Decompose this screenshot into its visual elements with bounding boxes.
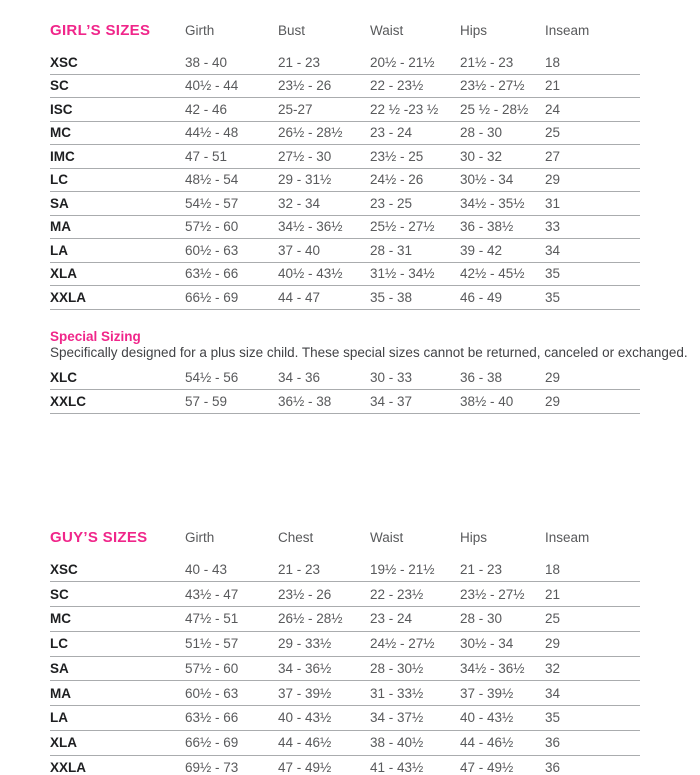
guys-table-header: [50, 529, 640, 546]
table-row: [50, 756, 640, 775]
column-header-waist: Waist: [370, 529, 404, 545]
bust-value: 34 - 36: [278, 370, 321, 386]
girth-value: 40 - 43: [185, 561, 228, 577]
chest-value: 21 - 23: [278, 561, 321, 577]
size-label: MC: [50, 125, 71, 141]
girth-value: 63½ - 66: [185, 266, 239, 282]
waist-value: 22 - 23½: [370, 586, 424, 602]
girls-table-header: [50, 22, 640, 39]
bust-value: 44 - 47: [278, 289, 321, 305]
waist-value: 22 - 23½: [370, 78, 424, 94]
hips-value: 42½ - 45½: [460, 266, 525, 282]
inseam-value: 18: [545, 561, 561, 577]
table-row: [50, 681, 640, 706]
size-label: SA: [50, 660, 69, 676]
waist-value: 38 - 40½: [370, 735, 424, 751]
size-label: MC: [50, 611, 71, 627]
inseam-value: 35: [545, 710, 561, 726]
waist-value: 31½ - 34½: [370, 266, 435, 282]
bust-value: 32 - 34: [278, 195, 321, 211]
size-label: SC: [50, 78, 69, 94]
girth-value: 54½ - 57: [185, 195, 239, 211]
girth-value: 40½ - 44: [185, 78, 239, 94]
waist-value: 41 - 43½: [370, 759, 424, 775]
size-label: IMC: [50, 148, 75, 164]
girth-value: 69½ - 73: [185, 759, 239, 775]
girth-value: 44½ - 48: [185, 125, 239, 141]
inseam-value: 25: [545, 125, 561, 141]
bust-value: 23½ - 26: [278, 78, 332, 94]
column-header-inseam: Inseam: [545, 529, 590, 545]
girth-value: 43½ - 47: [185, 586, 239, 602]
column-header-waist: Waist: [370, 23, 404, 38]
girls-sizes-title: GIRL’S SIZES: [50, 22, 151, 39]
waist-value: 31 - 33½: [370, 685, 424, 701]
waist-value: 30 - 33: [370, 370, 413, 386]
waist-value: 28 - 31: [370, 242, 413, 258]
table-row: [50, 169, 640, 193]
table-row: [50, 558, 640, 583]
table-row: [50, 145, 640, 169]
table-row: [50, 192, 640, 216]
waist-value: 23 - 25: [370, 195, 413, 211]
hips-value: 38½ - 40: [460, 393, 514, 409]
bust-value: 34½ - 36½: [278, 219, 343, 235]
girls-sizes-section: [50, 22, 700, 310]
special-sizing-section: [50, 329, 700, 414]
inseam-value: 34: [545, 242, 561, 258]
table-row: [50, 239, 640, 263]
inseam-value: 35: [545, 266, 561, 282]
girth-value: 47½ - 51: [185, 611, 239, 627]
girth-value: 48½ - 54: [185, 172, 239, 188]
hips-value: 21½ - 23: [460, 54, 514, 70]
chest-value: 26½ - 28½: [278, 611, 343, 627]
waist-value: 34 - 37: [370, 393, 413, 409]
size-label: LC: [50, 636, 68, 652]
girls-table-body: [50, 51, 700, 310]
inseam-value: 34: [545, 685, 561, 701]
hips-value: 40 - 43½: [460, 710, 514, 726]
hips-value: 21 - 23: [460, 561, 503, 577]
hips-value: 34½ - 36½: [460, 660, 525, 676]
table-row: [50, 51, 640, 75]
girth-value: 47 - 51: [185, 148, 228, 164]
size-label: XXLC: [50, 393, 87, 409]
size-label: XLA: [50, 735, 77, 751]
size-label: MA: [50, 685, 71, 701]
chest-value: 44 - 46½: [278, 735, 332, 751]
girth-value: 54½ - 56: [185, 370, 239, 386]
hips-value: 46 - 49: [460, 289, 503, 305]
column-header-chest: Chest: [278, 529, 314, 545]
bust-value: 25-27: [278, 101, 313, 117]
bust-value: 27½ - 30: [278, 148, 332, 164]
size-label: XSC: [50, 561, 78, 577]
size-label: LA: [50, 242, 68, 258]
waist-value: 25½ - 27½: [370, 219, 435, 235]
waist-value: 35 - 38: [370, 289, 413, 305]
girth-value: 66½ - 69: [185, 735, 239, 751]
size-label: SA: [50, 195, 69, 211]
size-label: SC: [50, 586, 69, 602]
chest-value: 34 - 36½: [278, 660, 332, 676]
hips-value: 34½ - 35½: [460, 195, 525, 211]
waist-value: 19½ - 21½: [370, 561, 435, 577]
table-row: [50, 75, 640, 99]
bust-value: 37 - 40: [278, 242, 321, 258]
table-row: [50, 367, 640, 391]
special-sizing-title: Special Sizing: [50, 328, 141, 344]
column-header-hips: Hips: [460, 529, 488, 545]
guys-table-body: [50, 558, 700, 775]
inseam-value: 33: [545, 219, 561, 235]
bust-value: 36½ - 38: [278, 393, 332, 409]
bust-value: 29 - 31½: [278, 172, 332, 188]
chest-value: 40 - 43½: [278, 710, 332, 726]
inseam-value: 21: [545, 78, 561, 94]
waist-value: 23 - 24: [370, 125, 413, 141]
size-label: XLA: [50, 266, 77, 282]
table-row: [50, 632, 640, 657]
inseam-value: 35: [545, 289, 561, 305]
girth-value: 60½ - 63: [185, 242, 239, 258]
waist-value: 23½ - 25: [370, 148, 424, 164]
hips-value: 39 - 42: [460, 242, 503, 258]
guys-sizes-section: [50, 529, 700, 775]
size-label: LC: [50, 172, 68, 188]
table-row: [50, 731, 640, 756]
inseam-value: 29: [545, 636, 561, 652]
size-label: ISC: [50, 101, 73, 117]
waist-value: 24½ - 26: [370, 172, 424, 188]
column-header-bust: Bust: [278, 23, 306, 38]
inseam-value: 18: [545, 54, 561, 70]
hips-value: 44 - 46½: [460, 735, 514, 751]
size-label: XXLA: [50, 289, 87, 305]
hips-value: 23½ - 27½: [460, 78, 525, 94]
table-row: [50, 216, 640, 240]
girth-value: 63½ - 66: [185, 710, 239, 726]
inseam-value: 29: [545, 370, 561, 386]
bust-value: 26½ - 28½: [278, 125, 343, 141]
waist-value: 28 - 30½: [370, 660, 424, 676]
girth-value: 57 - 59: [185, 393, 228, 409]
girth-value: 60½ - 63: [185, 685, 239, 701]
table-row: [50, 98, 640, 122]
waist-value: 34 - 37½: [370, 710, 424, 726]
size-label: LA: [50, 710, 68, 726]
table-row: [50, 607, 640, 632]
hips-value: 28 - 30: [460, 125, 503, 141]
inseam-value: 21: [545, 586, 561, 602]
inseam-value: 24: [545, 101, 561, 117]
waist-value: 23 - 24: [370, 611, 413, 627]
column-header-inseam: Inseam: [545, 23, 590, 38]
special-sizing-description: Specifically designed for a plus size child. These special sizes cannot be returned, canceled or exchanged.: [50, 344, 688, 360]
bust-value: 40½ - 43½: [278, 266, 343, 282]
girth-value: 57½ - 60: [185, 660, 239, 676]
chest-value: 47 - 49½: [278, 759, 332, 775]
waist-value: 22 ½ -23 ½: [370, 101, 439, 117]
hips-value: 37 - 39½: [460, 685, 514, 701]
hips-value: 30½ - 34: [460, 636, 514, 652]
size-label: XSC: [50, 54, 78, 70]
special-sizing-table-body: [50, 367, 700, 414]
inseam-value: 27: [545, 148, 561, 164]
girth-value: 38 - 40: [185, 54, 228, 70]
table-row: [50, 122, 640, 146]
inseam-value: 32: [545, 660, 561, 676]
column-header-girth: Girth: [185, 529, 215, 545]
bust-value: 21 - 23: [278, 54, 321, 70]
girth-value: 57½ - 60: [185, 219, 239, 235]
hips-value: 28 - 30: [460, 611, 503, 627]
girth-value: 51½ - 57: [185, 636, 239, 652]
hips-value: 25 ½ - 28½: [460, 101, 529, 117]
hips-value: 36 - 38: [460, 370, 503, 386]
chest-value: 37 - 39½: [278, 685, 332, 701]
hips-value: 47 - 49½: [460, 759, 514, 775]
chest-value: 29 - 33½: [278, 636, 332, 652]
girth-value: 42 - 46: [185, 101, 228, 117]
inseam-value: 36: [545, 759, 561, 775]
hips-value: 36 - 38½: [460, 219, 514, 235]
table-row: [50, 286, 640, 310]
column-header-hips: Hips: [460, 23, 488, 38]
waist-value: 20½ - 21½: [370, 54, 435, 70]
table-row: [50, 263, 640, 287]
hips-value: 30 - 32: [460, 148, 503, 164]
chest-value: 23½ - 26: [278, 586, 332, 602]
hips-value: 23½ - 27½: [460, 586, 525, 602]
inseam-value: 31: [545, 195, 561, 211]
waist-value: 24½ - 27½: [370, 636, 435, 652]
column-header-girth: Girth: [185, 23, 215, 38]
hips-value: 30½ - 34: [460, 172, 514, 188]
table-row: [50, 706, 640, 731]
table-row: [50, 582, 640, 607]
inseam-value: 29: [545, 393, 561, 409]
girth-value: 66½ - 69: [185, 289, 239, 305]
inseam-value: 36: [545, 735, 561, 751]
inseam-value: 29: [545, 172, 561, 188]
table-row: [50, 390, 640, 414]
size-label: XXLA: [50, 759, 87, 775]
guys-sizes-title: GUY’S SIZES: [50, 528, 148, 546]
size-label: XLC: [50, 370, 77, 386]
table-row: [50, 657, 640, 682]
inseam-value: 25: [545, 611, 561, 627]
size-label: MA: [50, 219, 71, 235]
